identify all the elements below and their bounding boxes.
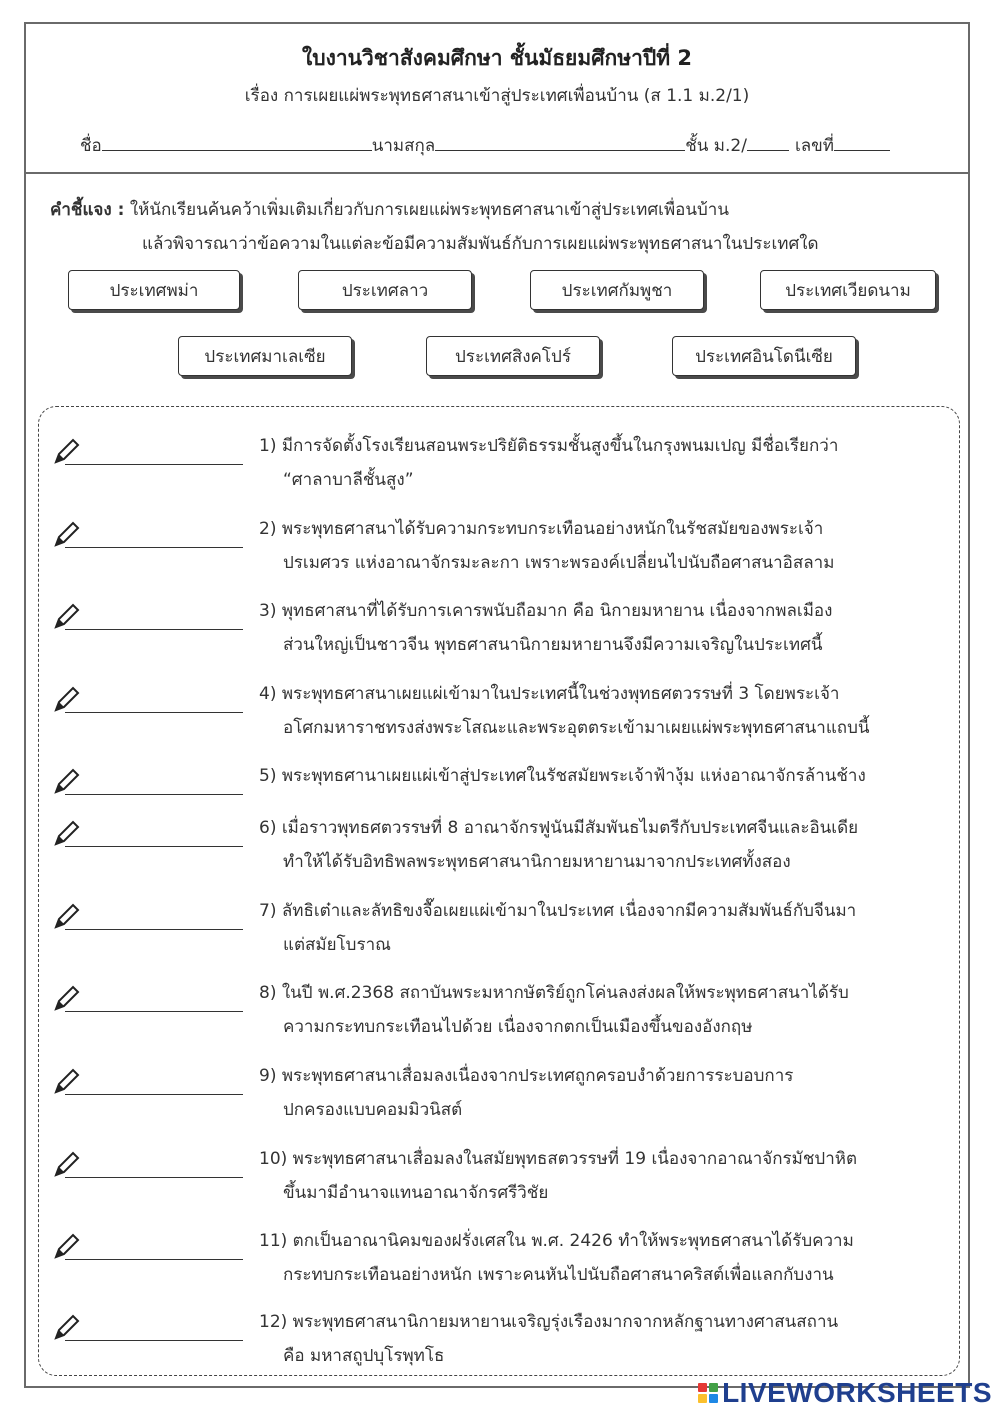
pencil-icon [53,520,81,548]
pencil-icon [53,902,81,930]
page-title: ใบงานวิชาสังคมศึกษา ชั้นมัธยมศึกษาปีที่ 2 [302,46,692,70]
answer-line[interactable] [65,1011,243,1012]
logo-square-yellow [698,1394,707,1403]
pencil-icon [53,819,81,847]
instructions-line-2: แล้วพิจารณาว่าข้อความในแต่ละข้อมีความสัมพันธ์กับการเผยแผ่พระพุทธศาสนาในประเทศใด [142,234,819,254]
question-text: 12) พระพุทธศาสนานิกายมหายานเจริญรุ่งเรืองมากจากหลักฐานทางศาสนสถาน คือ มหาสถูปบุโรพุทโธ [259,1312,839,1366]
pencil-icon [53,1313,81,1341]
logo-square-red [698,1383,707,1392]
surname-field[interactable] [435,134,685,151]
answer-line[interactable] [65,712,243,713]
answer-line[interactable] [65,929,243,930]
question-text: 11) ตกเป็นอาณานิคมของฝรั่งเศสใน พ.ศ. 2426 ทำให้พระพุทธศาสนาได้รับความ กระทบกระเทือนอย่างหนัก เพราะคนหันไปนับถือศาสนาคริสต์เพื่อแลกกับงาน [259,1231,854,1285]
country-option-singapore[interactable]: ประเทศสิงคโปร์ [426,336,600,376]
pencil-icon [53,767,81,795]
answer-line[interactable] [65,846,243,847]
country-option-malaysia[interactable]: ประเทศมาเลเซีย [178,336,352,376]
pencil-icon [53,1232,81,1260]
instructions-line-1: ให้นักเรียนค้นคว้าเพิ่มเติมเกี่ยวกับการเผยแผ่พระพุทธศาสนาเข้าสู่ประเทศเพื่อนบ้าน [129,200,729,220]
name-field[interactable] [102,134,372,151]
number-label: เลขที่ [794,136,834,156]
pencil-icon [53,1150,81,1178]
logo-square-blue [709,1394,718,1403]
name-label: ชื่อ [80,136,102,156]
answer-line[interactable] [65,794,243,795]
answer-line[interactable] [65,547,243,548]
surname-label: นามสกุล [371,136,436,156]
liveworksheets-logo-icon [698,1383,718,1403]
answer-line[interactable] [65,464,243,465]
country-option-myanmar[interactable]: ประเทศพม่า [68,270,240,310]
student-info-row [80,132,938,159]
logo-square-green [709,1383,718,1392]
worksheet [24,22,970,1388]
pencil-icon [53,437,81,465]
liveworksheets-logo [698,1377,992,1409]
question-text: 3) พุทธศาสนาที่ได้รับการเคารพนับถือมาก คือ นิกายมหายาน เนื่องจากพลเมือง ส่วนใหญ่เป็นชาวจีน พุทธศาสนานิกายมหายานจึงมีความเจริญในประเทศนี้ [259,601,833,655]
question-text: 4) พระพุทธศาสนาเผยแผ่เข้ามาในประเทศนี้ในช่วงพุทธศตวรรษที่ 3 โดยพระเจ้า อโศกมหาราชทรงส่งพระโสณะและพระอุตตระเข้ามาเผยแผ่พระพุทธศาสนาแถบนี้ [259,684,870,738]
country-option-vietnam[interactable]: ประเทศเวียดนาม [760,270,936,310]
country-option-cambodia[interactable]: ประเทศกัมพูชา [530,270,704,310]
question-text: 2) พระพุทธศาสนาได้รับความกระทบกระเทือนอย่างหนักในรัชสมัยของพระเจ้า ปรเมศวร แห่งอาณาจักรมะละกา เพราะพรองค์เปลี่ยนไปนับถือศาสนาอิสลาม [259,519,835,573]
worksheet-header [26,24,968,174]
instructions-label: คำชี้แจง : [50,200,125,220]
pencil-icon [53,1067,81,1095]
pencil-icon [53,984,81,1012]
pencil-icon [53,685,81,713]
answer-line[interactable] [65,1094,243,1095]
class-field[interactable] [747,134,789,151]
question-text: 6) เมื่อราวพุทธศตวรรษที่ 8 อาณาจักรฟูนันมีสัมพันธไมตรีกับประเทศจีนและอินเดีย ทำให้ได้รับอิทธิพลพระพุทธศาสนานิกายมหายานมาจากประเทศทั้งสอง [259,818,859,872]
question-text: 10) พระพุทธศาสนาเสื่อมลงในสมัยพุทธสตวรรษที่ 19 เนื่องจากอาณาจักรมัชปาหิต ขึ้นมามีอำนาจแทนอาณาจักรศรีวิชัย [259,1149,857,1203]
question-text: 7) ลัทธิเต๋าและลัทธิขงจื๊อเผยแผ่เข้ามาในประเทศ เนื่องจากมีความสัมพันธ์กับจีนมา แต่สมัยโบราณ [259,901,857,955]
question-text: 9) พระพุทธศาสนาเสื่อมลงเนื่องจากประเทศถูกครอบงำด้วยการระบอบการ ปกครองแบบคอมมิวนิสต์ [259,1066,794,1120]
answer-line[interactable] [65,1340,243,1341]
country-option-laos[interactable]: ประเทศลาว [298,270,472,310]
question-text: 5) พระพุทธศานาเผยแผ่เข้าสู่ประเทศในรัชสมัยพระเจ้าฟ้างุ้ม แห่งอาณาจักรล้านช้าง [259,766,866,786]
class-label: ชั้น ม.2/ [685,136,747,156]
answer-line[interactable] [65,1259,243,1260]
number-field[interactable] [834,134,890,151]
country-option-indonesia[interactable]: ประเทศอินโดนีเซีย [672,336,856,376]
questions-box [38,406,960,1376]
answer-line[interactable] [65,1177,243,1178]
liveworksheets-wordmark: LIVEWORKSHEETS [722,1377,992,1408]
pencil-icon [53,602,81,630]
page-subtitle: เรื่อง การเผยแผ่พระพุทธศาสนาเข้าสู่ประเทศเพื่อนบ้าน (ส 1.1 ม.2/1) [244,86,750,106]
question-text: 8) ในปี พ.ศ.2368 สถาบันพระมหากษัตริย์ถูกโค่นลงส่งผลให้พระพุทธศาสนาได้รับ ความกระทบกระเทือนไปด้วย เนื่องจากตกเป็นเมืองขึ้นของอังกฤษ [259,983,849,1037]
question-text: 1) มีการจัดตั้งโรงเรียนสอนพระปริยัติธรรมชั้นสูงขึ้นในกรุงพนมเปญ มีชื่อเรียกว่า “ศาลาบาลีชั้นสูง” [259,436,839,490]
answer-line[interactable] [65,629,243,630]
